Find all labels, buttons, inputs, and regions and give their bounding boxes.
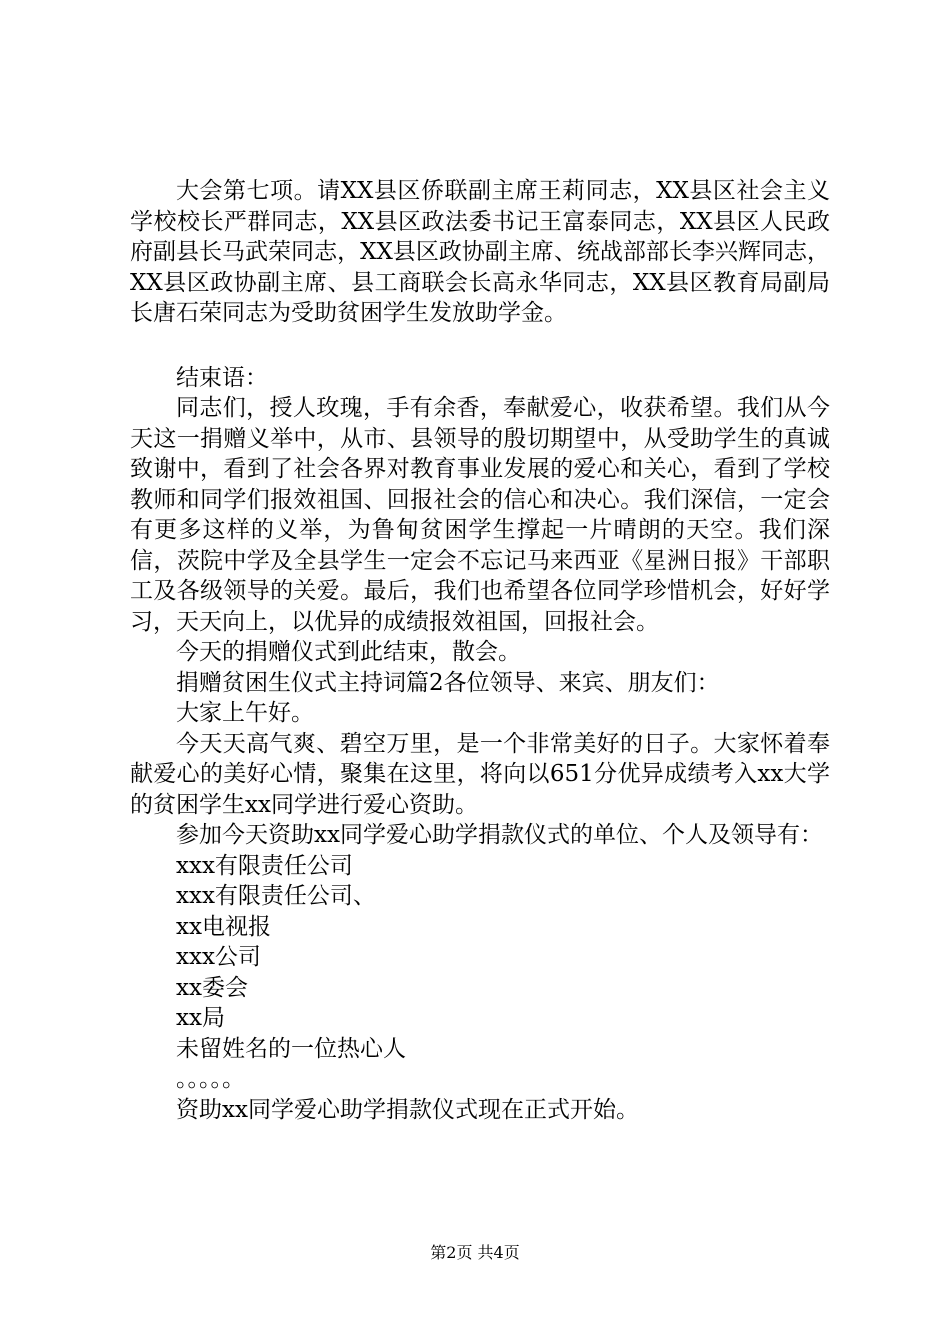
list-item: xx委会 [176, 974, 248, 1001]
list-ellipsis: 。。。。。 [176, 1066, 245, 1092]
page-footer [0, 1243, 950, 1263]
list-item: xx局 [176, 1005, 225, 1031]
list-item: xxx公司 [176, 944, 261, 970]
paragraph-greeting: 大家上午好。 [176, 700, 314, 726]
paragraph-award-ceremony: 大会第七项。请XX县区侨联副主席王莉同志，XX县区社会主义学校校长严群同志，XX县区政法委书记王富泰同志，XX县区人民政府副县长马武荣同志，XX县区政协副主席、统战部部长李兴辉同志，XX县区政协副主席、县工商联会长高永华同志，XX县区教育局副局长唐石荣同志为受助贫困学生发放助学金。 [130, 178, 830, 326]
paragraph-closing-speech: 同志们，授人玫瑰，手有余香，奉献爱心，收获希望。我们从今天这一捐赠义举中，从市、县领导的殷切期望中，从受助学生的真诚致谢中，看到了社会各界对教育事业发展的爱心和关心，看到了学校教师和同学们报效祖国、回报社会的信心和决心。我们深信，一定会有更多这样的义举，为鲁甸贫困学生撑起一片晴朗的天空。我们深信，茨院中学及全县学生一定会不忘记马来西亚《星洲日报》干部职工及各级领导的关爱。最后，我们也希望各位同学珍惜机会，好好学习，天天向上，以优异的成绩报效祖国，回报社会。 [130, 395, 830, 635]
paragraph-participants-intro: 参加今天资助xx同学爱心助学捐款仪式的单位、个人及领导有： [176, 822, 823, 848]
list-item: xxx有限责任公司、 [176, 883, 376, 909]
document-body [130, 176, 830, 1125]
paragraph-gap [130, 329, 830, 363]
paragraph-intro: 今天天高气爽、碧空万里，是一个非常美好的日子。大家怀着奉献爱心的美好心情，聚集在这里，将向以651分优异成绩考入xx大学的贫困学生xx同学进行爱心资助。 [130, 730, 830, 818]
closing-remarks-heading: 结束语： [176, 364, 268, 391]
paragraph-speech-2-title: 捐赠贫困生仪式主持词篇2各位领导、来宾、朋友们： [176, 669, 720, 696]
list-item: xxx有限责任公司 [176, 852, 353, 879]
paragraph-ceremony-start: 资助xx同学爱心助学捐款仪式现在正式开始。 [176, 1096, 639, 1123]
page-number-label: 第2页 共4页 [430, 1243, 520, 1262]
list-item: xx电视报 [176, 913, 271, 940]
paragraph-dismissal: 今天的捐赠仪式到此结束，散会。 [176, 639, 521, 665]
list-item: 未留姓名的一位热心人 [176, 1035, 406, 1062]
